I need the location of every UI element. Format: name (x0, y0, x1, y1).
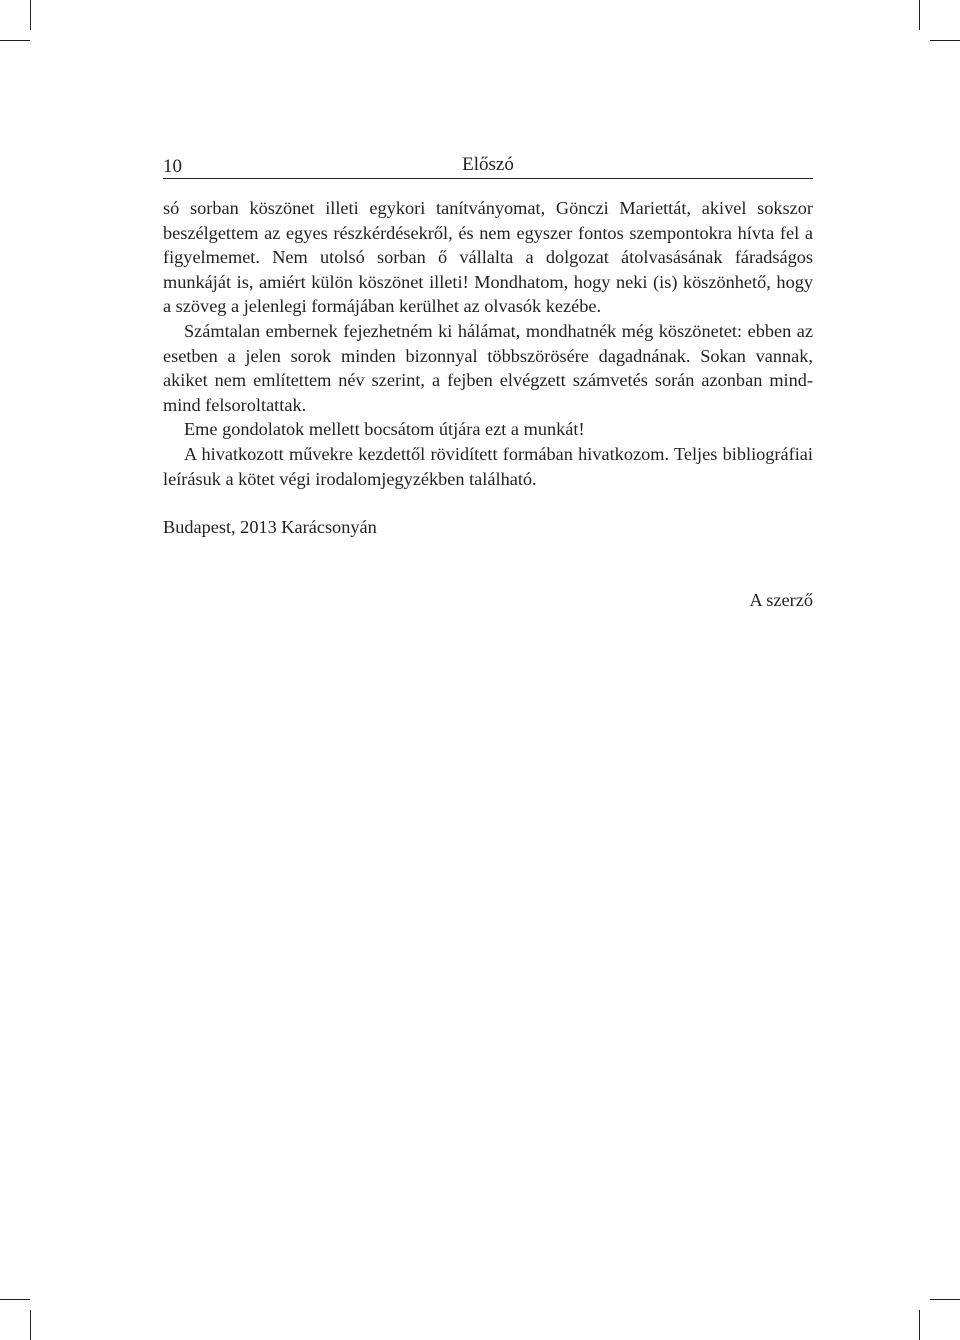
body-text (163, 196, 813, 491)
book-page (163, 150, 813, 612)
crop-mark (30, 1310, 31, 1340)
crop-mark (919, 0, 920, 30)
page-number: 10 (163, 156, 182, 177)
chapter-title: Előszó (462, 154, 514, 175)
paragraph: A hivatkozott művekre kezdettől rövidített formában hivatkozom. Teljes bibliográfiai leírásuk a kötet végi irodalomjegyzékben található. (163, 443, 813, 489)
paragraph: só sorban köszönet illeti egykori tanítványomat, Gönczi Mariettát, akivel sokszor beszélgettem az egyes részkérdésekről, és nem egyszer fontos szempontokra hívta fel a figyelmemet. Nem utolsó sorban ő vállalta a dolgozat átolvasásának fáradságos munkáját is, amiért külön köszönet illeti! Mondhatom, hogy neki (is) köszönhető, hogy a szöveg a jelenlegi formájában kerülhet az olvasók kezébe. (163, 198, 813, 317)
crop-mark (0, 40, 30, 41)
crop-mark (919, 1310, 920, 1340)
place-date: Budapest, 2013 Karácsonyán (163, 517, 377, 538)
paragraph: Eme gondolatok mellett bocsátom útjára ezt a munkát! (184, 419, 585, 440)
crop-mark (0, 1299, 30, 1300)
crop-mark (930, 40, 960, 41)
author-signature: A szerző (749, 589, 813, 610)
paragraph: Számtalan embernek fejezhetném ki hálámat, mondhatnék még köszönetet: ebben az esetben a jelen sorok minden bizonnyal többszörösére dagadnának. Sokan vannak, akiket nem említettem név szerint, a fejben elvégzett számvetés során azonban mind-mind felsoroltattak. (163, 320, 813, 415)
crop-mark (930, 1299, 960, 1300)
crop-mark (30, 0, 31, 30)
running-head (163, 150, 813, 179)
